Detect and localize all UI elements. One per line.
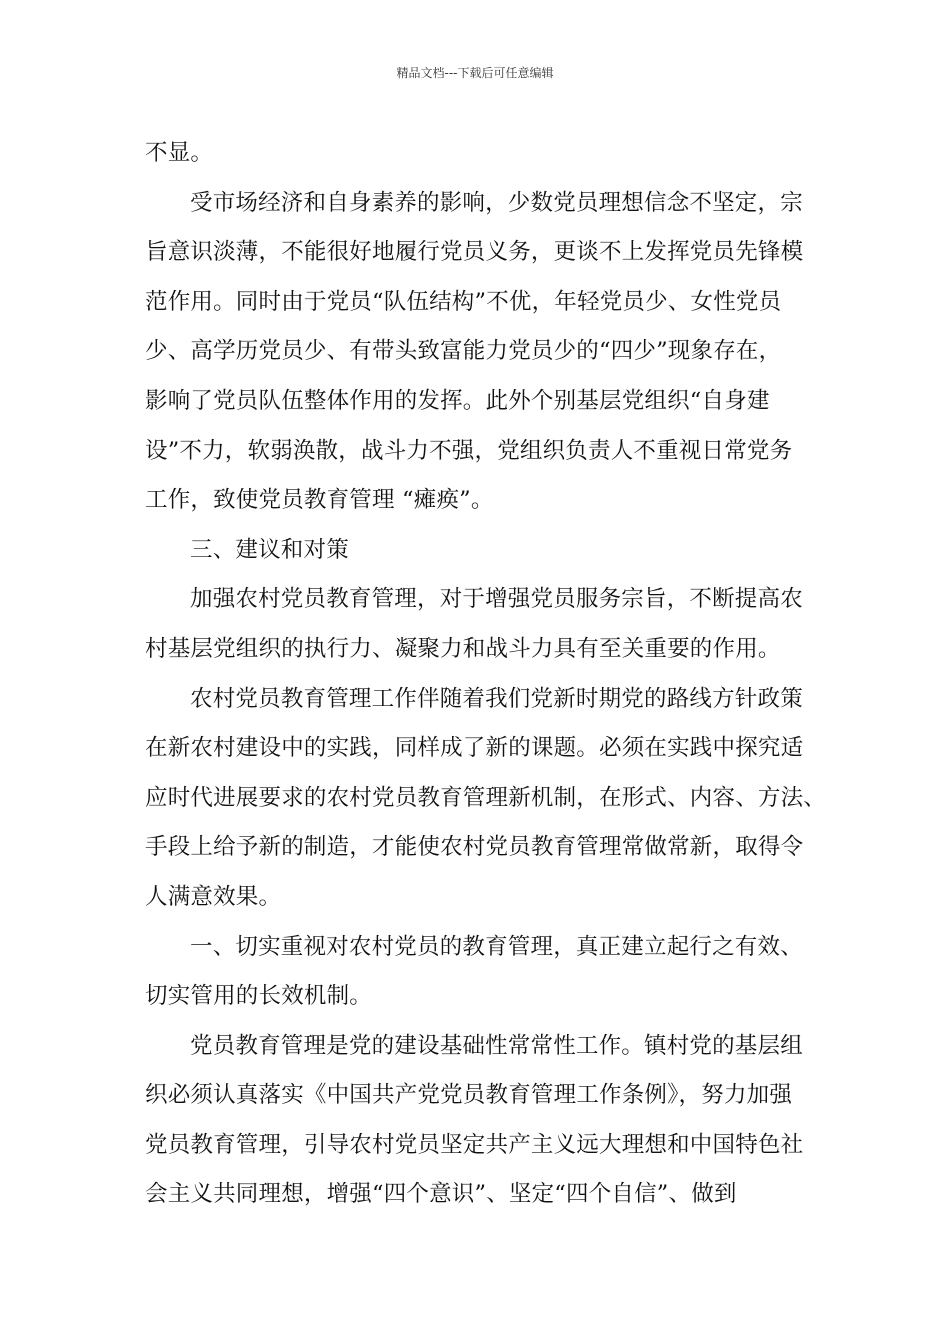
- text-line: 范作用。同时由于党员“队伍结构”不优，年轻党员少、女性党员: [145, 288, 782, 315]
- section-heading: 三、建议和对策: [190, 536, 349, 563]
- page-header: 精品文档---下载后可任意编辑: [396, 66, 554, 80]
- text-line: 手段上给予新的制造，才能使农村党员教育管理常做常新，取得令: [145, 834, 804, 861]
- text-line: 在新农村建设中的实践，同样成了新的课题。必须在实践中探究适: [145, 735, 804, 762]
- text-line: 农村党员教育管理工作伴随着我们党新时期党的路线方针政策: [190, 685, 803, 712]
- text-line: 切实管用的长效机制。: [145, 983, 373, 1010]
- text-line: 村基层党组织的执行力、凝聚力和战斗力具有至关重要的作用。: [145, 635, 781, 662]
- text-line: 党员教育管理，引导农村党员坚定共产主义远大理想和中国特色社: [145, 1131, 804, 1158]
- body-text: [145, 129, 835, 1220]
- text-line: 旨意识淡薄，不能很好地履行党员义务，更谈不上发挥党员先锋模: [145, 239, 804, 266]
- text-line: 工作，致使党员教育管理 “瘫痪”。: [145, 487, 494, 514]
- text-line: 影响了党员队伍整体作用的发挥。此外个别基层党组织“自身建: [145, 387, 770, 414]
- text-line: 不显。: [145, 140, 214, 166]
- text-line: 设”不力，软弱涣散，战斗力不强，党组织负责人不重视日常党务: [145, 437, 793, 464]
- text-line: 应时代进展要求的农村党员教育管理新机制，在形式、内容、方法、: [145, 784, 827, 811]
- text-line: 会主义共同理想，增强“四个意识”、坚定“四个自信”、做到: [145, 1181, 737, 1208]
- text-line: 党员教育管理是党的建设基础性常常性工作。镇村党的基层组: [190, 1032, 803, 1059]
- text-line: 人满意效果。: [145, 883, 282, 910]
- text-line: 加强农村党员教育管理，对于增强党员服务宗旨，不断提高农: [190, 586, 803, 613]
- text-line: 织必须认真落实《中国共产党党员教育管理工作条例》，努力加强: [145, 1082, 793, 1109]
- subsection-heading: 一、切实重视对农村党员的教育管理，真正建立起行之有效、: [190, 933, 803, 960]
- text-line: 少、高学历党员少、有带头致富能力党员少的“四少”现象存在，: [145, 338, 782, 365]
- text-line: 受市场经济和自身素养的影响，少数党员理想信念不坚定，宗: [190, 189, 803, 216]
